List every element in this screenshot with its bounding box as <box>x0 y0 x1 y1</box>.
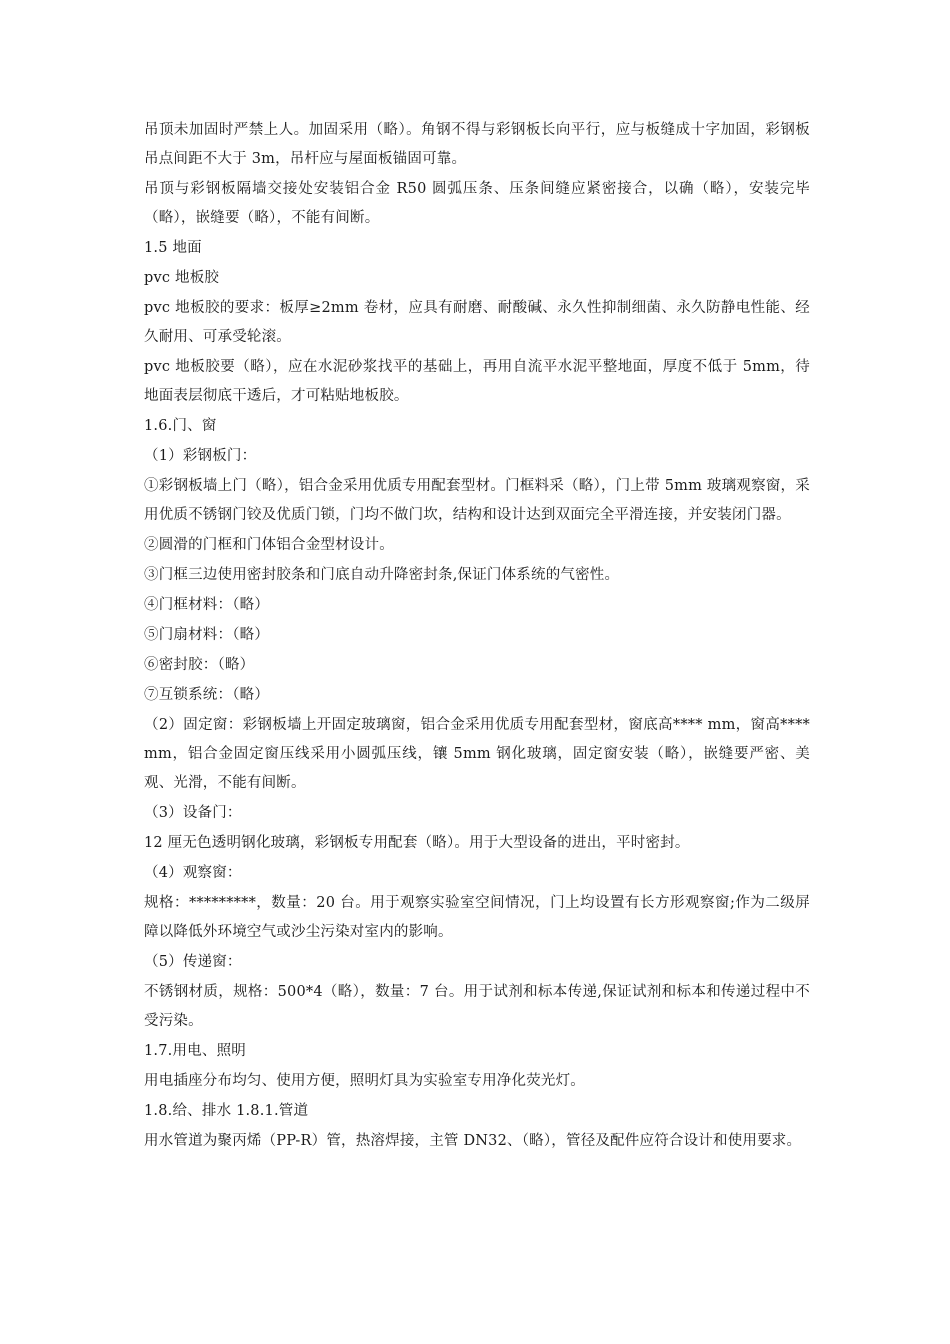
heading-doors-windows: 1.6.门、窗 <box>144 418 217 434</box>
paragraph-pvc-installation: pvc 地板胶要（略），应在水泥砂浆找平的基础上，再用自流平水泥平整地面，厚度不低于 5mm，待地面表层彻底干透后，才可粘贴地板胶。 <box>144 359 810 404</box>
heading-floor: 1.5 地面 <box>144 240 202 256</box>
paragraph-water-pipes: 用水管道为聚丙烯（PP-R）管，热溶焊接，主管 DN32、（略），管径及配件应符合设计和使用要求。 <box>144 1133 802 1149</box>
paragraph-equipment-door: 12 厘无色透明钢化玻璃，彩钢板专用配套（略）。用于大型设备的进出，平时密封。 <box>144 835 690 851</box>
list-item-door-2: ②圆滑的门框和门体铝合金型材设计。 <box>144 537 394 553</box>
list-item-door-7: ⑦互锁系统：（略） <box>144 687 270 703</box>
heading-water: 1.8.给、排水 1.8.1.管道 <box>144 1103 309 1119</box>
document-body <box>144 116 810 1157</box>
paragraph-pass-box: 不锈钢材质，规格：500*4（略），数量：7 台。用于试剂和标本传递,保证试剂和标本和传递过程中不受污染。 <box>144 984 810 1029</box>
list-item-door-3: ③门框三边使用密封胶条和门底自动升降密封条,保证门体系统的气密性。 <box>144 567 620 583</box>
list-item-door-6: ⑥密封胶：（略） <box>144 657 255 673</box>
list-item-door-4: ④门框材料：（略） <box>144 597 270 613</box>
paragraph-ceiling-reinforcement: 吊顶未加固时严禁上人。加固采用（略）。角钢不得与彩钢板长向平行，应与板缝成十字加固，彩钢板吊点间距不大于 3m，吊杆应与屋面板锚固可靠。 <box>144 122 810 167</box>
subheading-observation-window: （4）观察窗： <box>144 865 242 881</box>
paragraph-fixed-window: （2）固定窗：彩钢板墙上开固定玻璃窗，铝合金采用优质专用配套型材，窗底高**** mm，窗高**** mm，铝合金固定窗压线采用小圆弧压线，镶 5mm 钢化玻璃，固定窗安装（略），嵌缝要严密、美观、光滑，不能有间断。 <box>144 717 810 791</box>
paragraph-ceiling-junction: 吊顶与彩钢板隔墙交接处安装铝合金 R50 圆弧压条、压条间缝应紧密接合，以确（略），安装完毕（略），嵌缝要（略），不能有间断。 <box>144 181 810 226</box>
paragraph-observation-window: 规格：*********，数量：20 台。用于观察实验室空间情况，门上均设置有长方形观察窗;作为二级屏障以降低外环境空气或沙尘污染对室内的影响。 <box>144 895 810 940</box>
subheading-pass-box: （5）传递窗： <box>144 954 242 970</box>
subheading-pvc: pvc 地板胶 <box>144 270 220 286</box>
paragraph-power-lighting: 用电插座分布均匀、使用方便，照明灯具为实验室专用净化荧光灯。 <box>144 1073 585 1089</box>
subheading-steel-door: （1）彩钢板门： <box>144 448 257 464</box>
subheading-equipment-door: （3）设备门： <box>144 805 242 821</box>
list-item-door-5: ⑤门扇材料：（略） <box>144 627 270 643</box>
paragraph-pvc-requirements: pvc 地板胶的要求：板厚≥2mm 卷材，应具有耐磨、耐酸碱、永久性抑制细菌、永久防静电性能、经久耐用、可承受轮滚。 <box>144 300 810 345</box>
heading-power-lighting: 1.7.用电、照明 <box>144 1043 246 1059</box>
list-item-door-1: ①彩钢板墙上门（略），铝合金采用优质专用配套型材。门框料采（略），门上带 5mm 玻璃观察窗，采用优质不锈钢门铰及优质门锁，门均不做门坎，结构和设计达到双面完全平滑连接，并安装闭门器。 <box>144 478 810 523</box>
